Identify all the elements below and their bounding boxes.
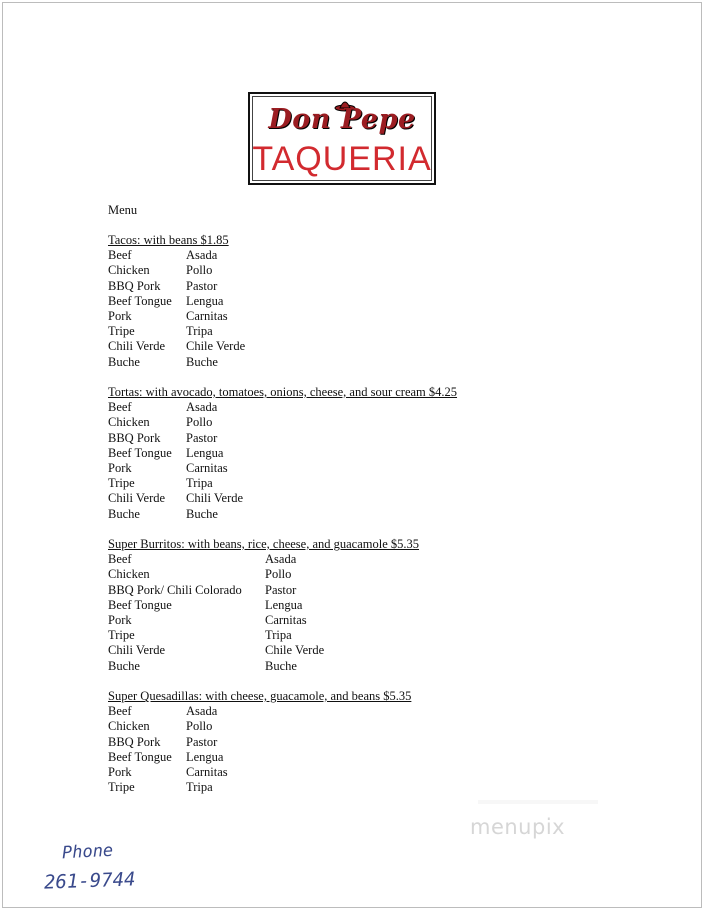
- item-spanish: Pollo: [265, 567, 292, 582]
- section-heading: Super Burritos: with beans, rice, cheese, and guacamole $5.35: [108, 537, 420, 551]
- item-english: Chili Verde: [108, 339, 166, 354]
- item-spanish: Asada: [186, 704, 218, 719]
- item-english: Tripe: [108, 476, 135, 491]
- handwritten-phone-number: 261-9744: [43, 868, 136, 894]
- item-spanish: Asada: [265, 552, 297, 567]
- item-spanish: Lengua: [265, 597, 303, 612]
- item-spanish: Carnitas: [186, 309, 228, 323]
- item-english: Tripe: [108, 628, 135, 643]
- item-spanish: Buche: [186, 506, 218, 521]
- item-spanish: Lengua: [186, 293, 224, 308]
- item-spanish: Pastor: [186, 278, 218, 293]
- item-spanish: Buche: [265, 658, 297, 673]
- item-english: Beef: [108, 552, 132, 567]
- item-spanish: Carnitas: [186, 765, 228, 779]
- item-english: Beef Tongue: [108, 293, 172, 308]
- item-spanish: Tripa: [186, 780, 213, 795]
- item-english: Chicken: [108, 719, 150, 734]
- item-spanish: Pastor: [186, 430, 218, 445]
- logo-subtitle: TAQUERIA: [252, 140, 432, 178]
- item-spanish: Pastor: [186, 734, 218, 749]
- section-heading: Super Quesadillas: with cheese, guacamole, and beans $5.35: [108, 689, 412, 703]
- item-spanish: Pastor: [265, 582, 297, 597]
- item-spanish: Lengua: [186, 445, 224, 460]
- item-spanish: Pollo: [186, 415, 213, 430]
- item-english: Chili Verde: [108, 643, 166, 658]
- item-english: Beef Tongue: [108, 597, 172, 612]
- item-english: Chili Verde: [108, 491, 166, 506]
- item-spanish: Tripa: [186, 476, 213, 491]
- item-spanish: Buche: [186, 354, 218, 369]
- item-english: Beef Tongue: [108, 445, 172, 460]
- item-english: BBQ Pork: [108, 278, 161, 293]
- item-spanish: Pollo: [186, 263, 213, 278]
- item-english: Buche: [108, 354, 140, 369]
- item-spanish: Chile Verde: [265, 643, 325, 658]
- item-english: Pork: [108, 765, 132, 779]
- section-heading: Tortas: with avocado, tomatoes, onions, cheese, and sour cream $4.25: [108, 385, 458, 399]
- item-english: Tripe: [108, 324, 135, 339]
- logo-brand: Don Pepe: [268, 104, 416, 135]
- item-english: BBQ Pork: [108, 430, 161, 445]
- item-spanish: Chili Verde: [186, 491, 244, 506]
- item-english: Beef: [108, 704, 132, 719]
- item-spanish: Pollo: [186, 719, 213, 734]
- item-english: Pork: [108, 613, 132, 627]
- item-english: Tripe: [108, 780, 135, 795]
- item-english: Chicken: [108, 567, 150, 582]
- item-english: Chicken: [108, 415, 150, 430]
- item-english: BBQ Pork: [108, 734, 161, 749]
- item-spanish: Tripa: [265, 628, 292, 643]
- item-spanish: Chile Verde: [186, 339, 246, 354]
- item-english: Pork: [108, 461, 132, 475]
- item-english: BBQ Pork/ Chili Colorado: [108, 582, 242, 597]
- item-spanish: Lengua: [186, 749, 224, 764]
- item-spanish: Carnitas: [186, 461, 228, 475]
- item-english: Buche: [108, 506, 140, 521]
- handwritten-phone-label: Phone: [61, 840, 114, 864]
- item-spanish: Tripa: [186, 324, 213, 339]
- item-english: Beef: [108, 400, 132, 415]
- section-heading: Tacos: with beans $1.85: [108, 233, 229, 247]
- watermark-ghost-text: [478, 797, 598, 807]
- item-english: Chicken: [108, 263, 150, 278]
- menu-label: Menu: [108, 203, 138, 217]
- item-english: Beef: [108, 248, 132, 263]
- item-english: Beef Tongue: [108, 749, 172, 764]
- item-english: Buche: [108, 658, 140, 673]
- item-spanish: Carnitas: [265, 613, 307, 627]
- watermark: menupix: [470, 815, 566, 839]
- item-spanish: Asada: [186, 248, 218, 263]
- logo: [248, 92, 436, 185]
- item-spanish: Asada: [186, 400, 218, 415]
- item-english: Pork: [108, 309, 132, 323]
